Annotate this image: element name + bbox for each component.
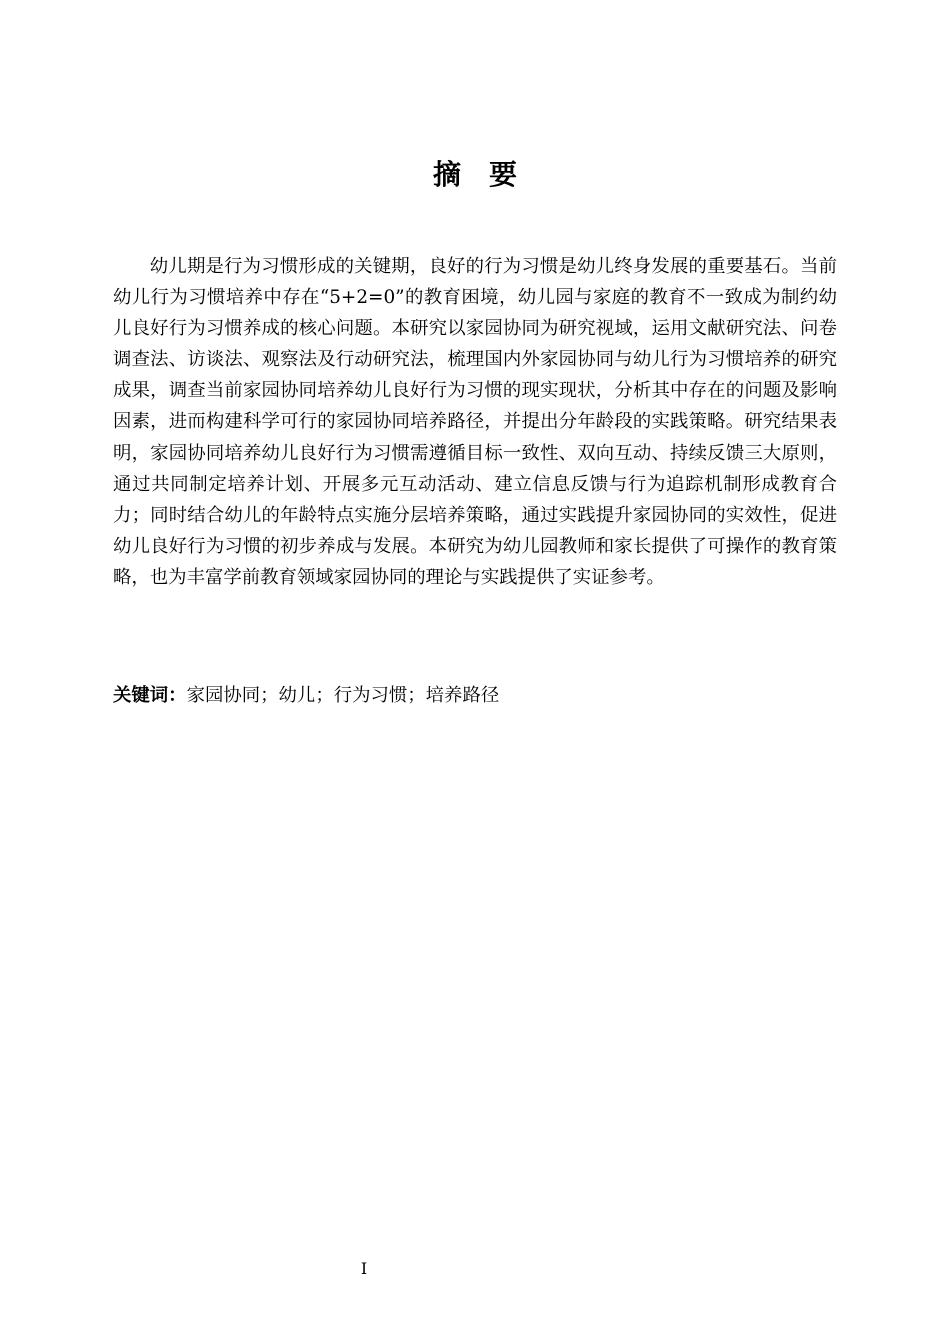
page-number: I bbox=[360, 1259, 368, 1278]
keywords-label: 关键词： bbox=[113, 685, 187, 706]
abstract-title bbox=[0, 155, 950, 195]
abstract-title-char-1: 摘 bbox=[432, 158, 461, 191]
abstract-title-char-2: 要 bbox=[489, 158, 518, 191]
abstract-body: 幼儿期是行为习惯形成的关键期，良好的行为习惯是幼儿终身发展的重要基石。当前幼儿行为习惯培养中存在“5+2=0”的教育困境，幼儿园与家庭的教育不一致成为制约幼儿良好行为习惯养成的核心问题。本研究以家园协同为研究视域，运用文献研究法、问卷调查法、访谈法、观察法及行动研究法，梳理国内外家园协同与幼儿行为习惯培养的研究成果，调查当前家园协同培养幼儿良好行为习惯的现实现状，分析其中存在的问题及影响因素，进而构建科学可行的家园协同培养路径，并提出分年龄段的实践策略。研究结果表明，家园协同培养幼儿良好行为习惯需遵循目标一致性、双向互动、持续反馈三大原则，通过共同制定培养计划、开展多元互动活动、建立信息反馈与行为追踪机制形成教育合力；同时结合幼儿的年龄特点实施分层培养策略，通过实践提升家园协同的实效性，促进幼儿良好行为习惯的初步养成与发展。本研究为幼儿园教师和家长提供了可操作的教育策略，也为丰富学前教育领域家园协同的理论与实践提供了实证参考。 bbox=[113, 256, 837, 588]
keywords-list: 家园协同；幼儿；行为习惯；培养路径 bbox=[186, 685, 500, 706]
keywords-line bbox=[113, 680, 837, 711]
